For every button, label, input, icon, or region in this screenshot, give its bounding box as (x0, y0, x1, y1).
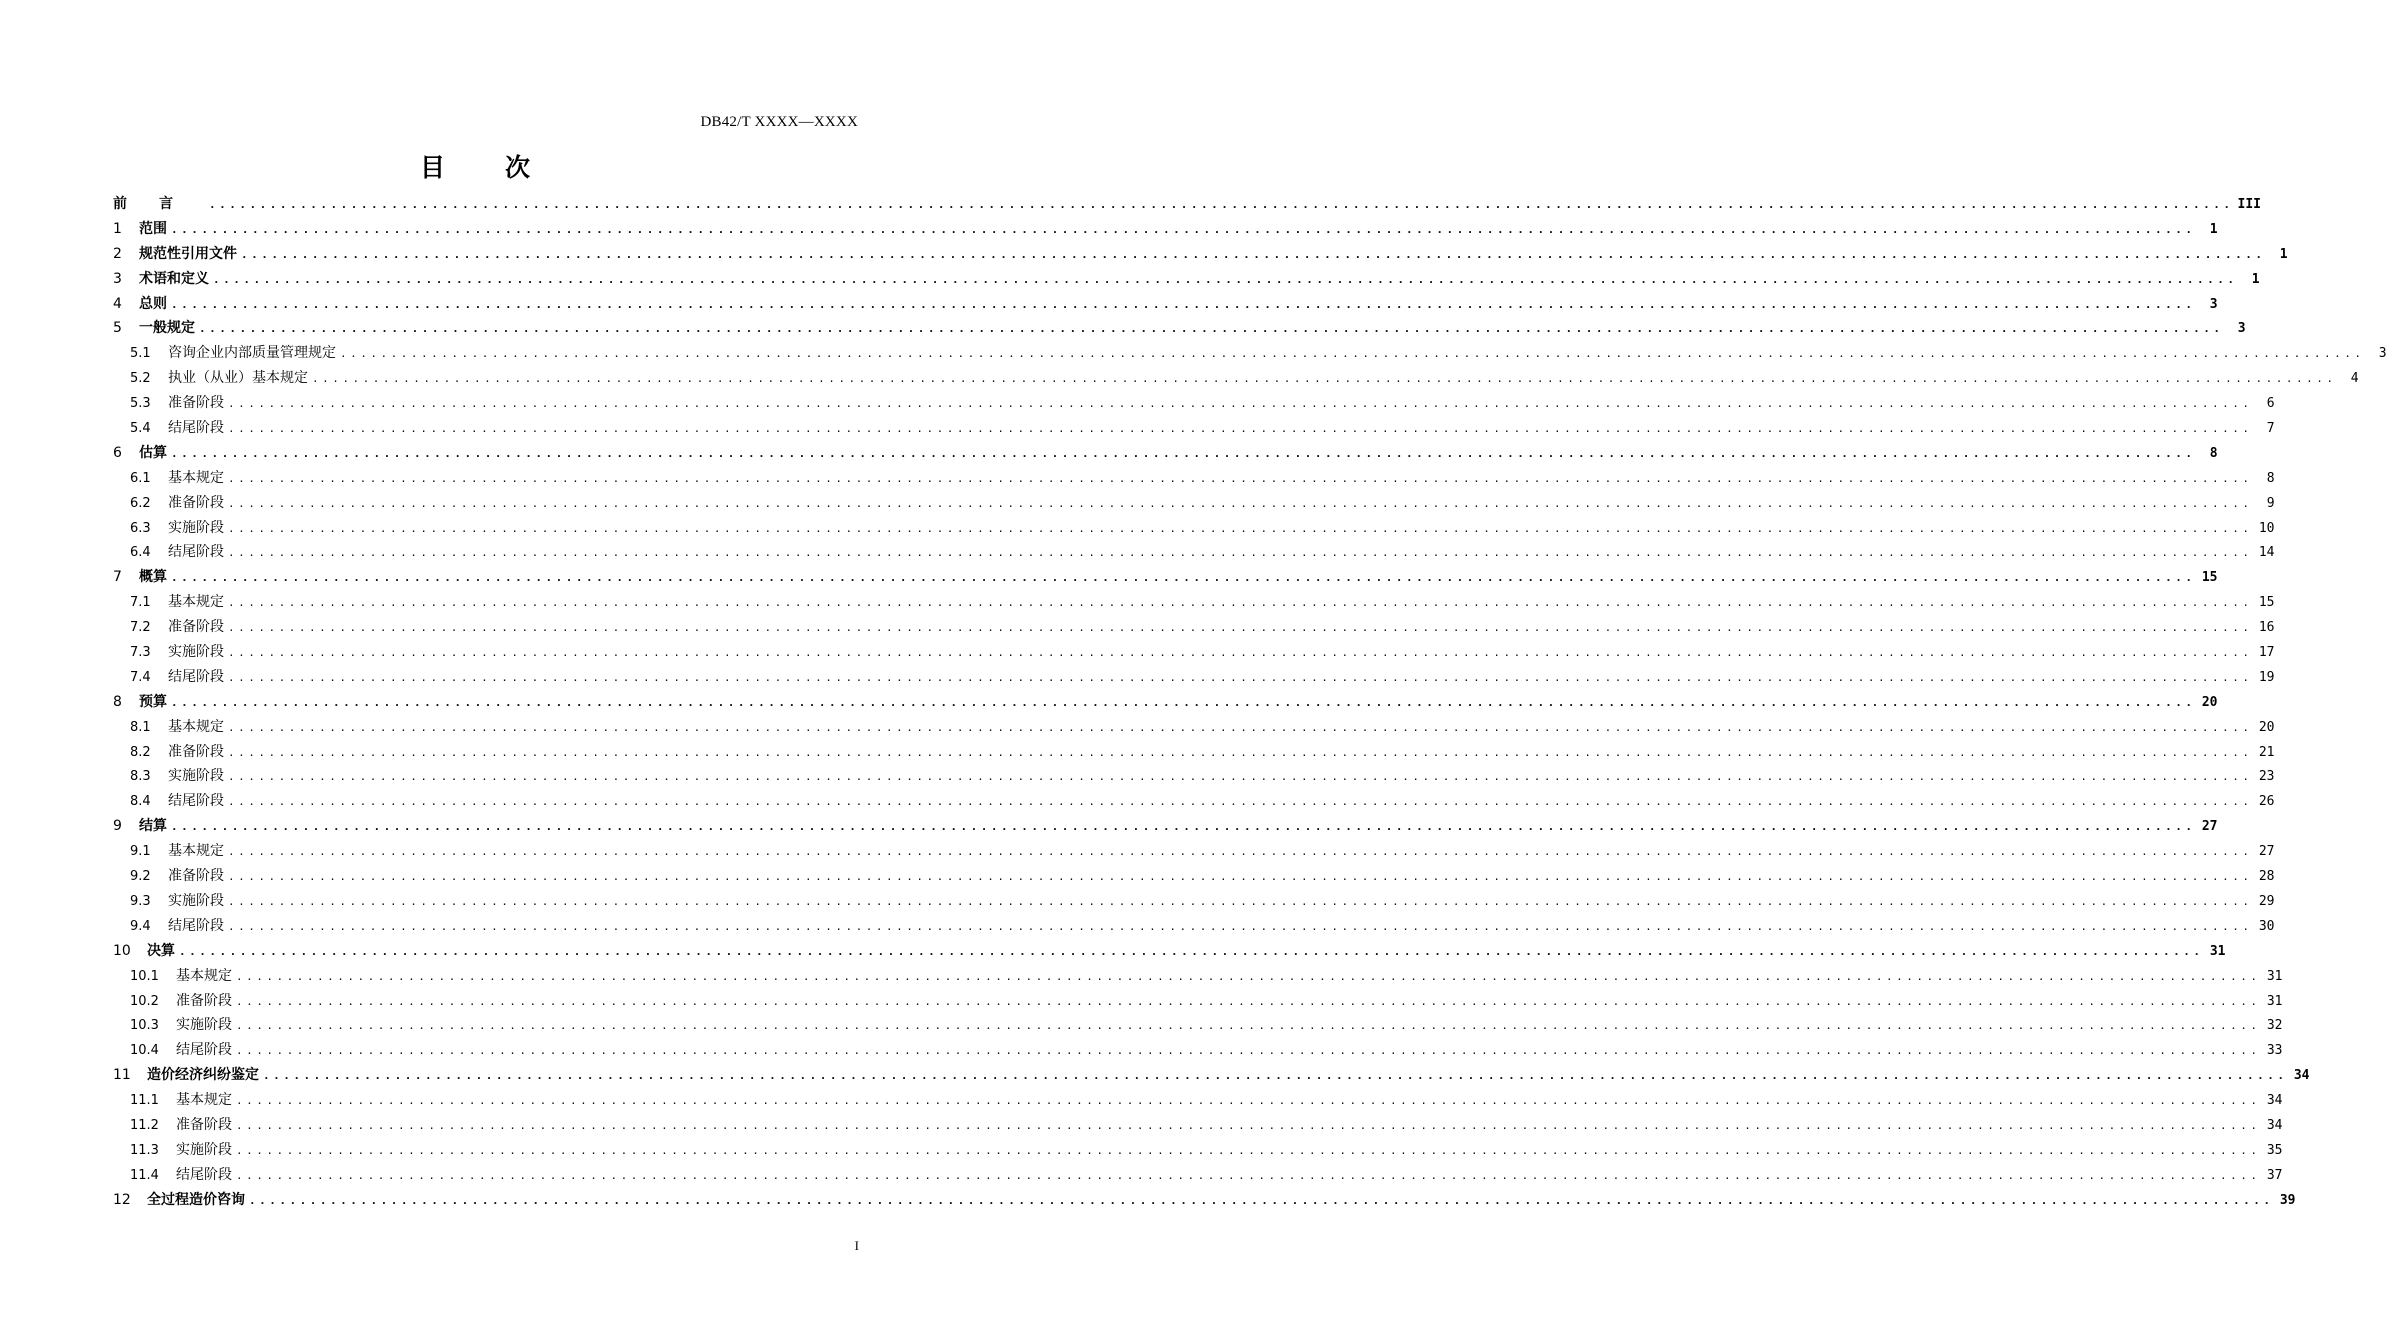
toc-entry-number: 10.2 (130, 993, 159, 1009)
toc-entry[interactable] (113, 566, 2218, 591)
toc-entry-page: 28 (2258, 869, 2275, 885)
toc-leader-dots: ........................................................................................................................................................................................................ (199, 322, 2224, 336)
toc-entry-title: 规范性引用文件 (139, 245, 237, 262)
toc-entry[interactable] (113, 616, 2275, 641)
toc-entry-title: 概算 (139, 569, 167, 586)
toc-entry-number: 11.4 (130, 1167, 159, 1183)
toc-entry-number: 5.2 (130, 371, 151, 387)
toc-entry[interactable] (113, 1164, 2283, 1189)
toc-leader-dots: ........................................................................................................................................................................................................ (171, 695, 2196, 709)
toc-entry-title: 基本规定 (168, 469, 224, 486)
toc-entry-page: 21 (2258, 744, 2275, 760)
toc-entry-title: 结尾阶段 (168, 420, 224, 437)
toc-entry-number: 11.2 (130, 1117, 159, 1133)
toc-entry-page: 23 (2258, 769, 2275, 785)
toc-leader-dots: ........................................................................................................................................................................................................ (171, 571, 2196, 585)
toc-entry-page: 39 (2279, 1192, 2296, 1208)
toc-entry[interactable] (113, 940, 2226, 965)
toc-entry-number: 8.2 (130, 744, 151, 760)
toc-entry-number: 9.4 (130, 918, 151, 934)
toc-leader-dots: ........................................................................................................................................................................................................ (236, 994, 2261, 1008)
page-title (0, 148, 950, 184)
toc-entry[interactable] (113, 790, 2275, 815)
toc-entry-title: 估算 (139, 444, 167, 461)
toc-entry[interactable] (113, 1064, 2310, 1089)
toc-leader-dots: ........................................................................................................................................................................................................ (236, 1168, 2261, 1182)
toc-entry[interactable] (113, 317, 2246, 342)
toc-entry[interactable] (113, 218, 2218, 243)
toc-leader-dots: ........................................................................................................................................................................................................ (171, 297, 2196, 311)
toc-entry-title: 实施阶段 (176, 1141, 232, 1158)
toc-entry[interactable] (113, 517, 2275, 542)
toc-leader-dots: ........................................................................................................................................................................................................ (228, 795, 2253, 809)
toc-entry[interactable] (113, 417, 2275, 442)
toc-entry-title: 前言 (113, 196, 205, 212)
toc-leader-dots: ........................................................................................................................................................................................................ (228, 770, 2253, 784)
toc-entry-page: 16 (2258, 620, 2275, 636)
toc-entry-number: 11.3 (130, 1142, 159, 1158)
toc-entry-number: 5 (113, 320, 122, 337)
toc-entry-number: 3 (113, 270, 122, 287)
toc-entry[interactable] (113, 765, 2275, 790)
toc-leader-dots: ........................................................................................................................................................................................................ (228, 720, 2253, 734)
toc-entry-page: 7 (2266, 421, 2275, 437)
toc-entry-page: 34 (2266, 1093, 2283, 1109)
toc-entry-number: 6 (113, 444, 122, 461)
toc-entry-number: 2 (113, 245, 122, 262)
toc-entry-title: 基本规定 (168, 843, 224, 860)
toc-entry-number: 6.4 (130, 545, 151, 561)
toc-leader-dots: ........................................................................................................................................................................................................ (228, 870, 2253, 884)
toc-leader-dots: ........................................................................................................................................................................................................ (179, 944, 2204, 958)
toc-entry[interactable] (113, 492, 2275, 517)
toc-entry-title: 一般规定 (139, 320, 195, 337)
toc-entry-page: 32 (2266, 1018, 2283, 1034)
toc-entry-number: 6.1 (130, 470, 151, 486)
toc-entry[interactable] (113, 591, 2275, 616)
title-char-2: 次 (505, 153, 531, 182)
toc-entry-number: 4 (113, 295, 122, 312)
toc-entry-title: 执业（从业）基本规定 (168, 370, 308, 387)
toc-entry[interactable] (113, 442, 2218, 467)
toc-leader-dots: ........................................................................................................................................................................................................ (236, 1019, 2261, 1033)
toc-leader-dots: ........................................................................................................................................................................................................ (236, 1094, 2261, 1108)
toc-entry-page: III (2237, 197, 2261, 212)
toc-leader-dots: ........................................................................................................................................................................................................ (263, 1069, 2288, 1083)
toc-entry[interactable] (113, 965, 2283, 990)
toc-entry-number: 8.4 (130, 794, 151, 810)
toc-entry-number: 7.2 (130, 620, 151, 636)
toc-entry[interactable] (113, 890, 2275, 915)
toc-entry[interactable] (113, 666, 2275, 691)
toc-entry-page: 34 (2266, 1117, 2283, 1133)
toc-entry[interactable] (113, 1189, 2296, 1214)
toc-entry-title: 实施阶段 (168, 644, 224, 661)
toc-entry-number: 10.4 (130, 1043, 159, 1059)
toc-entry-title: 基本规定 (176, 967, 232, 984)
toc-entry-page: 27 (2258, 844, 2275, 860)
toc-entry[interactable] (113, 367, 2359, 392)
toc-entry-page: 26 (2258, 794, 2275, 810)
toc-entry-title: 范围 (139, 220, 167, 237)
toc-leader-dots: ........................................................................................................................................................................................................ (241, 247, 2266, 261)
toc-entry-title: 实施阶段 (168, 892, 224, 909)
toc-entry-number: 8 (113, 693, 122, 710)
toc-entry-number: 7.1 (130, 595, 151, 611)
toc-entry[interactable] (113, 1089, 2283, 1114)
toc-entry-title: 决算 (147, 942, 175, 959)
toc-leader-dots: ........................................................................................................................................................................................................ (228, 646, 2253, 660)
toc-entry-page: 8 (2266, 470, 2275, 486)
toc-entry-title: 实施阶段 (176, 1017, 232, 1034)
toc-entry-number: 11 (113, 1067, 131, 1084)
toc-entry[interactable] (113, 840, 2275, 865)
toc-entry-page: 6 (2266, 396, 2275, 412)
toc-leader-dots: ........................................................................................................................................................................................................ (228, 670, 2253, 684)
toc-entry[interactable] (113, 392, 2275, 417)
toc-entry-title: 总则 (139, 295, 167, 312)
toc-entry-page: 10 (2258, 520, 2275, 536)
toc-entry-page: 27 (2201, 819, 2218, 835)
toc-entry-title: 结尾阶段 (168, 917, 224, 934)
toc-entry-page: 4 (2350, 371, 2359, 387)
toc-entry-page: 19 (2258, 669, 2275, 685)
page-number: I (854, 1238, 859, 1253)
toc-entry-number: 5.4 (130, 421, 151, 437)
toc-entry-page: 20 (2201, 694, 2218, 710)
toc-entry-page: 1 (2209, 221, 2218, 237)
toc-entry-number: 10 (113, 942, 131, 959)
toc-entry-title: 准备阶段 (168, 395, 224, 412)
title-char-1: 目 (419, 153, 445, 182)
toc-entry-title: 结算 (139, 818, 167, 835)
toc-entry-title: 造价经济纠纷鉴定 (147, 1067, 259, 1084)
toc-entry-page: 30 (2258, 918, 2275, 934)
toc-entry-number: 6.2 (130, 495, 151, 511)
toc-entry[interactable] (113, 865, 2275, 890)
toc-entry-number: 9.2 (130, 869, 151, 885)
toc-leader-dots: ........................................................................................................................................................................................................ (228, 621, 2253, 635)
toc-entry-number: 8.1 (130, 719, 151, 735)
toc-entry-page: 3 (2237, 321, 2246, 337)
toc-entry-page: 1 (2251, 271, 2260, 287)
toc-leader-dots: ........................................................................................................................................................................................................ (236, 1118, 2261, 1132)
toc-entry-number: 5.3 (130, 396, 151, 412)
toc-entry-page: 31 (2266, 968, 2283, 984)
toc-leader-dots: ........................................................................................................................................................................................................ (236, 969, 2261, 983)
toc-leader-dots: ........................................................................................................................................................................................................ (171, 820, 2196, 834)
toc-leader-dots: ........................................................................................................................................................................................................ (228, 919, 2253, 933)
toc-entry-number: 9 (113, 818, 122, 835)
toc-entry-page: 3 (2378, 346, 2387, 362)
toc-entry[interactable] (113, 193, 2261, 218)
toc-entry-page: 31 (2266, 993, 2283, 1009)
toc-entry-title: 准备阶段 (168, 619, 224, 636)
toc-entry-page: 20 (2258, 719, 2275, 735)
toc-entry-title: 结尾阶段 (168, 544, 224, 561)
toc-entry-title: 咨询企业内部质量管理规定 (168, 345, 336, 362)
toc-entry-number: 9.1 (130, 844, 151, 860)
toc-entry-title: 结尾阶段 (176, 1166, 232, 1183)
toc-entry-page: 37 (2266, 1167, 2283, 1183)
toc-entry[interactable] (113, 915, 2275, 940)
standard-number: DB42/T XXXX—XXXX (700, 114, 858, 130)
toc-entry-number: 9.3 (130, 893, 151, 909)
toc-leader-dots: ........................................................................................................................................................................................................ (171, 222, 2196, 236)
toc-entry[interactable] (113, 741, 2275, 766)
toc-entry-title: 结尾阶段 (168, 793, 224, 810)
toc-entry[interactable] (113, 815, 2218, 840)
toc-entry[interactable] (113, 990, 2283, 1015)
toc-entry[interactable] (113, 1014, 2283, 1039)
toc-entry-page: 31 (2209, 943, 2226, 959)
toc-leader-dots: ........................................................................................................................................................................................................ (340, 347, 2365, 361)
toc-entry-page: 15 (2201, 570, 2218, 586)
toc-leader-dots: ........................................................................................................................................................................................................ (236, 1143, 2261, 1157)
toc-entry-page: 33 (2266, 1043, 2283, 1059)
toc-entry-page: 29 (2258, 893, 2275, 909)
toc-leader-dots: ........................................................................................................................................................................................................ (228, 845, 2253, 859)
toc-leader-dots: ........................................................................................................................................................................................................ (228, 496, 2253, 510)
toc-entry-page: 1 (2279, 246, 2288, 262)
toc-entry-number: 1 (113, 220, 122, 237)
toc-entry-number: 8.3 (130, 769, 151, 785)
toc-entry-title: 准备阶段 (168, 743, 224, 760)
toc-entry-title: 基本规定 (168, 718, 224, 735)
toc-entry-page: 17 (2258, 645, 2275, 661)
toc-entry-page: 8 (2209, 445, 2218, 461)
toc-entry[interactable] (113, 467, 2275, 492)
toc-leader-dots: ........................................................................................................................................................................................................ (249, 1193, 2274, 1207)
table-of-contents (113, 193, 2387, 1214)
toc-entry-number: 7.3 (130, 645, 151, 661)
toc-entry-title: 结尾阶段 (176, 1042, 232, 1059)
toc-entry[interactable] (113, 641, 2275, 666)
toc-leader-dots: ........................................................................................................................................................................................................ (213, 272, 2238, 286)
toc-entry[interactable] (113, 342, 2387, 367)
toc-entry[interactable] (113, 1139, 2283, 1164)
toc-entry-title: 术语和定义 (139, 270, 209, 287)
toc-entry-number: 12 (113, 1191, 131, 1208)
toc-entry[interactable] (113, 716, 2275, 741)
toc-entry-page: 34 (2293, 1068, 2310, 1084)
toc-leader-dots: ........................................................................................................................................................................................................ (312, 372, 2337, 386)
toc-entry[interactable] (113, 691, 2218, 716)
toc-leader-dots: ........................................................................................................................................................................................................ (228, 596, 2253, 610)
toc-entry-title: 基本规定 (176, 1092, 232, 1109)
toc-entry-title: 结尾阶段 (168, 668, 224, 685)
toc-entry-number: 10.1 (130, 968, 159, 984)
toc-entry-number: 7.4 (130, 669, 151, 685)
toc-entry-number: 11.1 (130, 1093, 159, 1109)
toc-leader-dots: ........................................................................................................................................................................................................ (228, 422, 2253, 436)
toc-entry-page: 15 (2258, 595, 2275, 611)
toc-leader-dots: ........................................................................................................................................................................................................ (228, 521, 2253, 535)
toc-entry[interactable] (113, 293, 2218, 318)
toc-entry[interactable] (113, 1114, 2283, 1139)
toc-entry-number: 6.3 (130, 520, 151, 536)
toc-entry-number: 10.3 (130, 1018, 159, 1034)
toc-entry[interactable] (113, 541, 2275, 566)
toc-entry-title: 全过程造价咨询 (147, 1191, 245, 1208)
toc-leader-dots: ........................................................................................................................................................................................................ (228, 397, 2253, 411)
toc-entry-title: 预算 (139, 693, 167, 710)
toc-leader-dots: ........................................................................................................................................................................................................ (228, 745, 2253, 759)
toc-entry-title: 准备阶段 (168, 868, 224, 885)
toc-entry[interactable] (113, 1039, 2283, 1064)
toc-leader-dots: ........................................................................................................................................................................................................ (228, 471, 2253, 485)
toc-entry-page: 9 (2266, 495, 2275, 511)
toc-entry[interactable] (113, 268, 2260, 293)
toc-leader-dots: ........................................................................................................................................................................................................ (228, 546, 2253, 560)
toc-leader-dots: ........................................................................................................................................................................................................ (209, 198, 2234, 211)
toc-leader-dots: ........................................................................................................................................................................................................ (236, 1044, 2261, 1058)
toc-entry-title: 实施阶段 (168, 519, 224, 536)
toc-entry-number: 5.1 (130, 346, 151, 362)
toc-entry-page: 35 (2266, 1142, 2283, 1158)
toc-entry-title: 准备阶段 (168, 494, 224, 511)
toc-entry-page: 14 (2258, 545, 2275, 561)
toc-entry-page: 3 (2209, 296, 2218, 312)
toc-leader-dots: ........................................................................................................................................................................................................ (171, 446, 2196, 460)
toc-entry-title: 准备阶段 (176, 1116, 232, 1133)
toc-entry-title: 实施阶段 (168, 768, 224, 785)
toc-leader-dots: ........................................................................................................................................................................................................ (228, 894, 2253, 908)
toc-entry-title: 准备阶段 (176, 992, 232, 1009)
toc-entry[interactable] (113, 243, 2288, 268)
toc-entry-number: 7 (113, 569, 122, 586)
toc-entry-title: 基本规定 (168, 594, 224, 611)
